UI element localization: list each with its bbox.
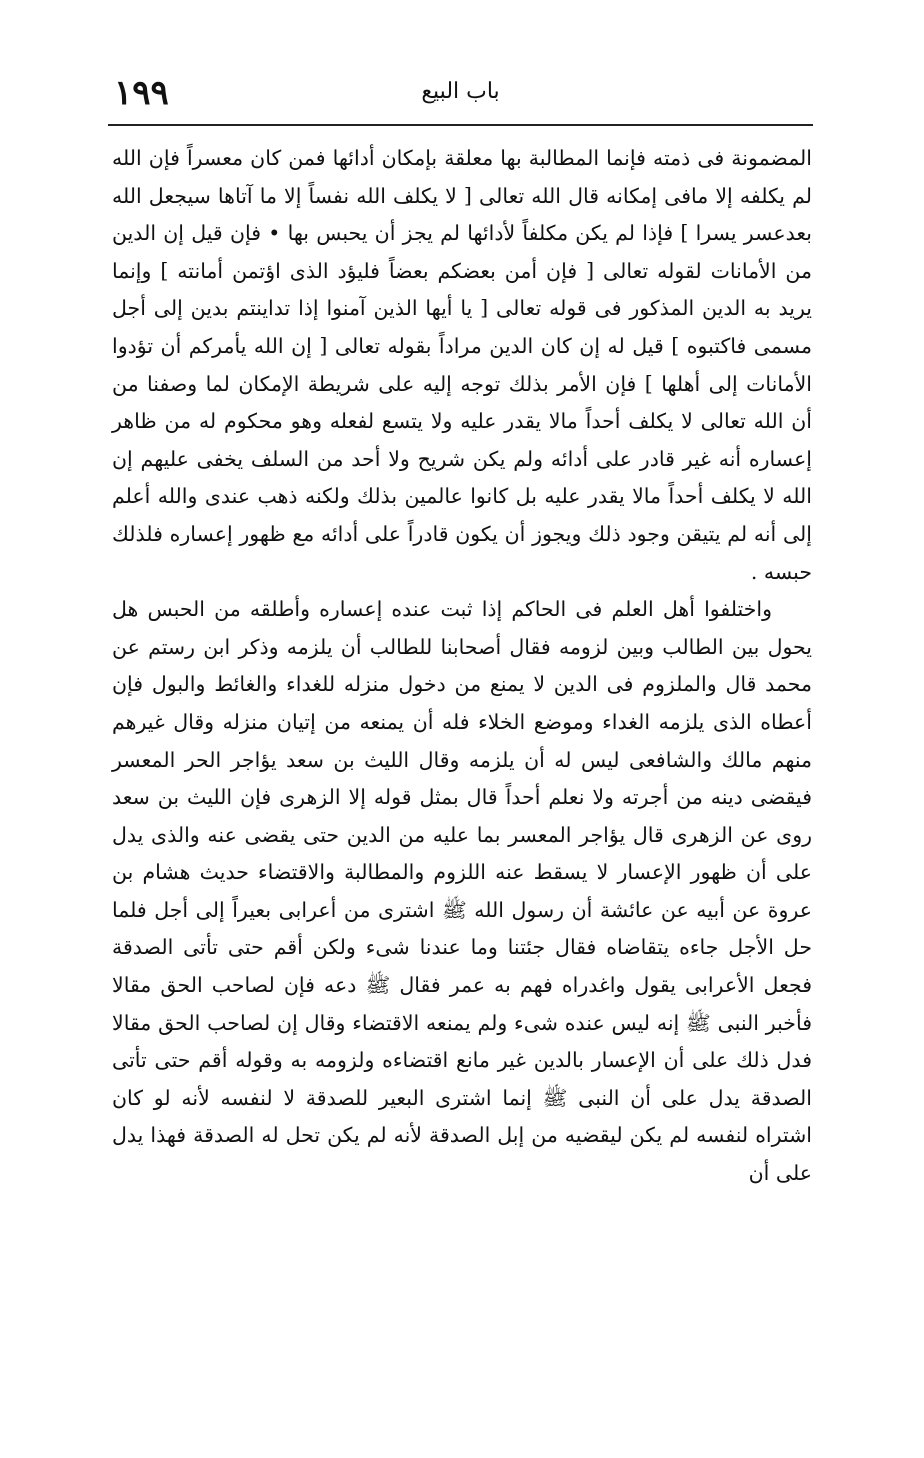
header-rule [108, 124, 813, 126]
running-title: باب البيع [421, 79, 500, 104]
paragraph-1: المضمونة فى ذمته فإنما المطالبة بها معلقة بإمكان أدائها فمن كان معسراً فإن الله لم يكلفه إلا مافى إمكانه قال الله تعالى [ لا يكلف الله نفساً إلا ما آتاها سيجعل الله بعدعسر يسرا ] فإذا لم يكن مكلفاً لأدائها لم يجز أن يحبس بها • فإن قيل إن الدين من الأمانات لقوله تعالى [ فإن أمن بعضكم بعضاً فليؤد الذى اؤتمن أمانته ] وإنما يريد به الدين المذكور فى قوله تعالى [ يا أيها الذين آمنوا إذا تداينتم بدين إلى أجل مسمى فاكتبوه ] قيل له إن كان الدين مراداً بقوله تعالى [ إن الله يأمركم أن تؤدوا الأمانات إلى أهلها ] فإن الأمر بذلك توجه إليه على شريطة الإمكان لما وصفنا من أن الله تعالى لا يكلف أحداً مالا يقدر عليه ولا يتسع لفعله وهو محكوم له من ظاهر إعساره أنه غير قادر على أدائه ولم يكن شريح ولا أحد من السلف يخفى عليهم إن الله لا يكلف أحداً مالا يقدر عليه بل كانوا عالمين بذلك ولكنه ذهب عندى والله أعلم إلى أنه لم يتيقن وجود ذلك ويجوز أن يكون قادراً على أدائه مع ظهور إعساره فلذلك حبسه . [112, 146, 812, 584]
page-header [108, 68, 813, 120]
body-text [112, 140, 812, 1193]
paragraph-2: واختلفوا أهل العلم فى الحاكم إذا ثبت عنده إعساره وأطلقه من الحبس هل يحول بين الطالب وبين لزومه فقال أصحابنا للطالب أن يلزمه وذكر ابن رستم عن محمد قال والملزوم فى الدين لا يمنع من دخول منزله للغداء والغائط والبول فإن أعطاه الذى يلزمه الغداء وموضع الخلاء فله أن يمنعه من إتيان منزله وقال غيرهم منهم مالك والشافعى ليس له أن يلزمه وقال الليث بن سعد يؤاجر الحر المعسر فيقضى دينه من أجرته ولا نعلم أحداً قال بمثل قوله إلا الزهرى فإن الليث بن سعد روى عن الزهرى قال يؤاجر المعسر بما عليه من الدين حتى يقضى عنه والذى يدل على أن ظهور الإعسار لا يسقط عنه اللزوم والمطالبة والاقتضاء حديث هشام بن عروة عن أبيه عن عائشة أن رسول الله ﷺ اشترى من أعرابى بعيراً إلى أجل فلما حل الأجل جاءه يتقاضاه فقال جئتنا وما عندنا شىء ولكن أقم حتى تأتى الصدقة فجعل الأعرابى يقول واغدراه فهم به عمر فقال ﷺ دعه فإن لصاحب الحق مقالا فأخبر النبى ﷺ إنه ليس عنده شىء ولم يمنعه الاقتضاء وقال إن لصاحب الحق مقالا فدل ذلك على أن الإعسار بالدين غير مانع اقتضاءه ولزومه به وقوله أقم حتى تأتى الصدقة يدل على أن النبى ﷺ إنما اشترى البعير للصدقة لا لنفسه لأنه لو كان اشتراه لنفسه لم يكن ليقضيه من إبل الصدقة لأنه لم يكن تحل له الصدقة فهذا يدل على أن [112, 597, 812, 1186]
page-number: ١٩٩ [114, 73, 169, 113]
